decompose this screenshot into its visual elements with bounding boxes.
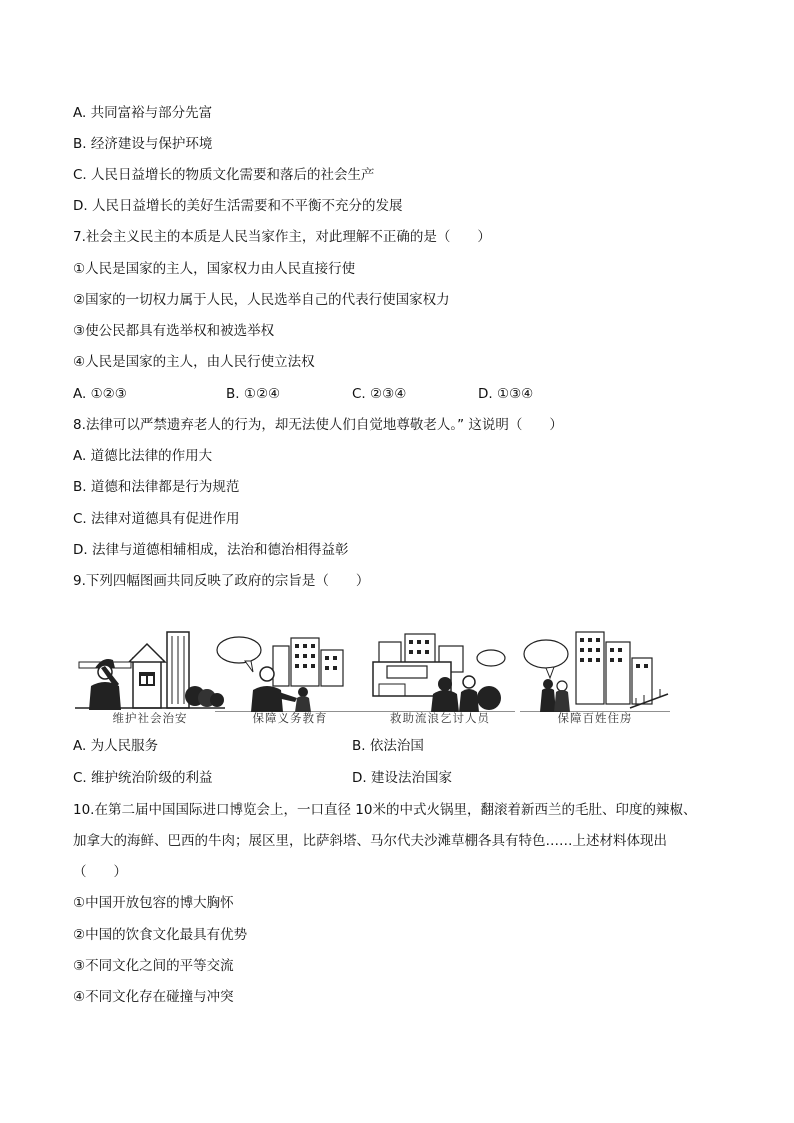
q9-stem: 9.下列四幅图画共同反映了政府的宗旨是（ ） bbox=[73, 573, 370, 589]
q6-option-d: D. 人民日益增长的美好生活需要和不平衡不充分的发展 bbox=[73, 198, 403, 214]
q8-option-a: A. 道德比法律的作用大 bbox=[73, 448, 213, 464]
q10-stem-line2: 加拿大的海鲜、巴西的牛肉；展区里，比萨斜塔、马尔代夫沙滩草棚各具有特色……上述材料体现出 bbox=[73, 833, 667, 849]
q7-option-c: C. ②③④ bbox=[352, 386, 407, 402]
q7-item-4: ④人民是国家的主人，由人民行使立法权 bbox=[73, 354, 315, 370]
caption-compulsory-education: 保障义务教育 bbox=[252, 711, 328, 725]
q7-option-a: A. ①②③ bbox=[73, 386, 127, 402]
q10-item-3: ③不同文化之间的平等交流 bbox=[73, 958, 234, 974]
q8-option-c: C. 法律对道德具有促进作用 bbox=[73, 511, 240, 527]
q7-option-b: B. ①②④ bbox=[226, 386, 281, 402]
q6-option-b: B. 经济建设与保护环境 bbox=[73, 136, 213, 152]
caption-vagrant-relief: 救助流浪乞讨人员 bbox=[390, 711, 490, 725]
q6-option-c: C. 人民日益增长的物质文化需要和落后的社会生产 bbox=[73, 167, 375, 183]
q9-option-c: C. 维护统治阶级的利益 bbox=[73, 770, 213, 786]
q7-item-1: ①人民是国家的主人，国家权力由人民直接行使 bbox=[73, 261, 356, 277]
q9-option-b: B. 依法治国 bbox=[352, 738, 424, 754]
q7-item-3: ③使公民都具有选举权和被选举权 bbox=[73, 323, 275, 339]
q10-item-1: ①中国开放包容的博大胸怀 bbox=[73, 895, 234, 911]
q10-item-2: ②中国的饮食文化最具有优势 bbox=[73, 927, 248, 943]
cartoon-relief-image bbox=[365, 628, 515, 712]
caption-public-security: 维护社会治安 bbox=[112, 711, 188, 725]
cartoon-housing-image bbox=[520, 628, 670, 712]
q10-item-4: ④不同文化存在碰撞与冲突 bbox=[73, 989, 234, 1005]
q8-stem: 8.法律可以严禁遗弃老人的行为，却无法使人们自觉地尊敬老人。” 这说明（ ） bbox=[73, 417, 563, 433]
cartoon-police-image bbox=[75, 628, 225, 712]
q9-option-a: A. 为人民服务 bbox=[73, 738, 159, 754]
q7-item-2: ②国家的一切权力属于人民，人民选举自己的代表行使国家权力 bbox=[73, 292, 450, 308]
q7-option-d: D. ①③④ bbox=[478, 386, 534, 402]
q10-stem-line3: （ ） bbox=[73, 864, 127, 880]
q9-option-d: D. 建设法治国家 bbox=[352, 770, 452, 786]
q6-option-a: A. 共同富裕与部分先富 bbox=[73, 105, 213, 121]
q8-option-b: B. 道德和法律都是行为规范 bbox=[73, 479, 240, 495]
caption-housing: 保障百姓住房 bbox=[557, 711, 633, 725]
q7-stem: 7.社会主义民主的本质是人民当家作主，对此理解不正确的是（ ） bbox=[73, 229, 491, 245]
q8-option-d: D. 法律与道德相辅相成，法治和德治相得益彰 bbox=[73, 542, 349, 558]
cartoon-education-image bbox=[215, 628, 365, 712]
q10-stem-line1: 10.在第二届中国国际进口博览会上，一口直径 10米的中式火锅里，翻滚着新西兰的毛肚、印度的辣椒、 bbox=[73, 802, 697, 818]
